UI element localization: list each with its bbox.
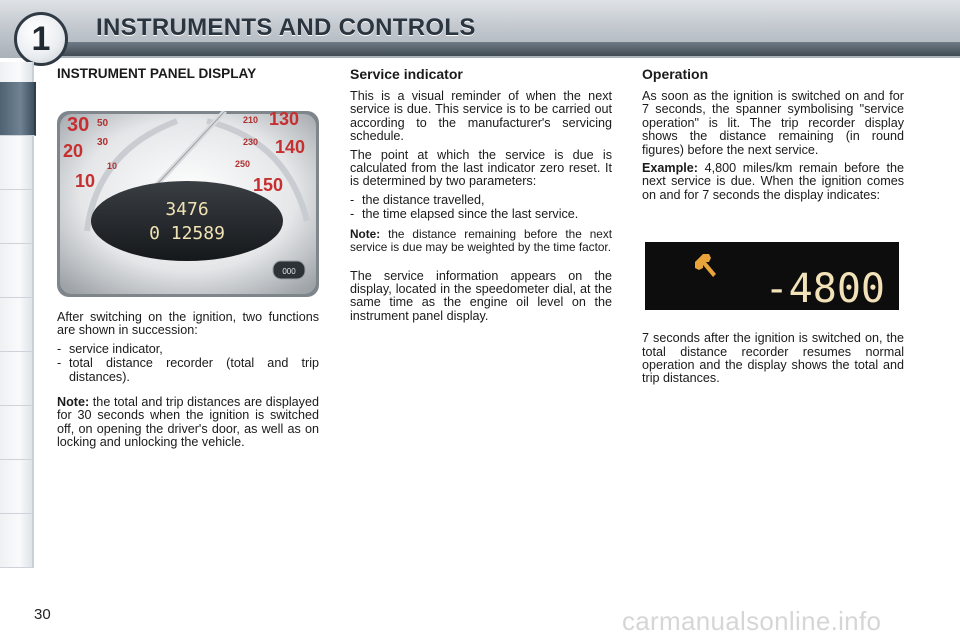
chapter-tab-7[interactable] bbox=[0, 406, 34, 460]
watermark: carmanualsonline.info bbox=[622, 606, 882, 636]
reset-button-label: 000 bbox=[282, 267, 296, 276]
chapter-title: INSTRUMENTS AND CONTROLS bbox=[96, 14, 476, 41]
note-label: Note: bbox=[57, 395, 90, 410]
central-display bbox=[91, 181, 283, 261]
note-text: the distance remaining before the next service is due may be weighted by the time factor. bbox=[350, 226, 612, 254]
chapter-tab-6[interactable] bbox=[0, 352, 34, 406]
chapter-tab-3[interactable] bbox=[0, 190, 34, 244]
column-operation bbox=[642, 66, 904, 391]
header-bar bbox=[40, 42, 960, 56]
section-title-operation: Operation bbox=[642, 66, 709, 82]
parameter-list bbox=[350, 194, 612, 222]
display-bottom-readout: 0 12589 bbox=[149, 223, 225, 244]
function-list bbox=[57, 343, 319, 384]
gauge-label: 210 bbox=[243, 115, 259, 125]
gauge-label: 50 bbox=[97, 118, 109, 129]
list-item: - total distance recorder (total and trip distances). bbox=[57, 356, 319, 384]
gauge-label: 130 bbox=[269, 111, 300, 129]
paragraph: 7 seconds after the ignition is switched on, the total distance recorder resumes normal operation and the display shows the total and trip distances. bbox=[642, 331, 904, 386]
list-item: - the time elapsed since the last service. bbox=[350, 207, 579, 222]
note-text: the total and trip distances are displayed for 30 seconds when the ignition is switched off, on opening the driver's door, as well as on locking and unlocking the vehicle. bbox=[57, 395, 319, 450]
lcd-readout: -4800 bbox=[764, 266, 885, 311]
chapter-tab-5[interactable] bbox=[0, 298, 34, 352]
chapter-number-badge: 1 bbox=[14, 12, 68, 66]
paragraph: The point at which the service is due is calculated from the last indicator zero reset. It is determined by two parameters: bbox=[350, 147, 612, 189]
section-title-service-indicator: Service indicator bbox=[350, 66, 463, 82]
paragraph: The service information appears on the display, located in the speedometer dial, at the same time as the engine oil level on the instrument panel display. bbox=[350, 268, 612, 323]
chapter-tab-1-active[interactable] bbox=[0, 82, 36, 136]
paragraph: As soon as the ignition is switched on and for 7 seconds, the spanner symbolising "service operation" is lit. The trip recorder display shows the distance remaining (in round figures) before the next service. bbox=[642, 89, 904, 157]
note-paragraph bbox=[57, 396, 319, 450]
note-label: Note: bbox=[350, 226, 381, 241]
chapter-tab-2[interactable] bbox=[0, 136, 34, 190]
display-top-readout: 3476 bbox=[165, 199, 209, 220]
gauge-label: 30 bbox=[97, 137, 109, 148]
instrument-panel-photo bbox=[57, 111, 319, 297]
gauge-label: 140 bbox=[275, 137, 306, 157]
example-paragraph bbox=[642, 162, 904, 202]
gauge-label: 10 bbox=[75, 171, 96, 191]
gauge-label: 150 bbox=[253, 175, 284, 195]
gauge-label: 20 bbox=[63, 141, 84, 161]
column-instrument-panel bbox=[57, 66, 319, 455]
chapter-tab-4[interactable] bbox=[0, 244, 34, 298]
paragraph: This is a visual reminder of when the next service is due. This service is to be carried out according to the manufacturer's servicing schedule. bbox=[350, 89, 612, 144]
note-paragraph bbox=[350, 228, 612, 254]
gauge-label: 250 bbox=[235, 159, 251, 169]
section-title-instrument-panel: INSTRUMENT PANEL DISPLAY bbox=[57, 66, 257, 81]
service-display-photo bbox=[645, 242, 899, 310]
example-label: Example: bbox=[642, 161, 698, 176]
gauge-label: 230 bbox=[243, 137, 259, 147]
example-text: 4,800 miles/km remain before the next service is due. When the ignition comes on and for 7 seconds the display indicates: bbox=[642, 161, 904, 202]
gauge-label: 10 bbox=[107, 161, 118, 171]
list-item: - the distance travelled, bbox=[350, 192, 485, 207]
column-service-indicator bbox=[350, 66, 612, 328]
gauge-label: 30 bbox=[67, 114, 90, 136]
page-number: 30 bbox=[34, 606, 51, 623]
chapter-tabs bbox=[0, 62, 40, 572]
chapter-tab-9[interactable] bbox=[0, 514, 34, 568]
list-item: - service indicator, bbox=[57, 341, 163, 356]
intro-text: After switching on the ignition, two functions are shown in succession: bbox=[57, 310, 319, 338]
chapter-tab-8[interactable] bbox=[0, 460, 34, 514]
